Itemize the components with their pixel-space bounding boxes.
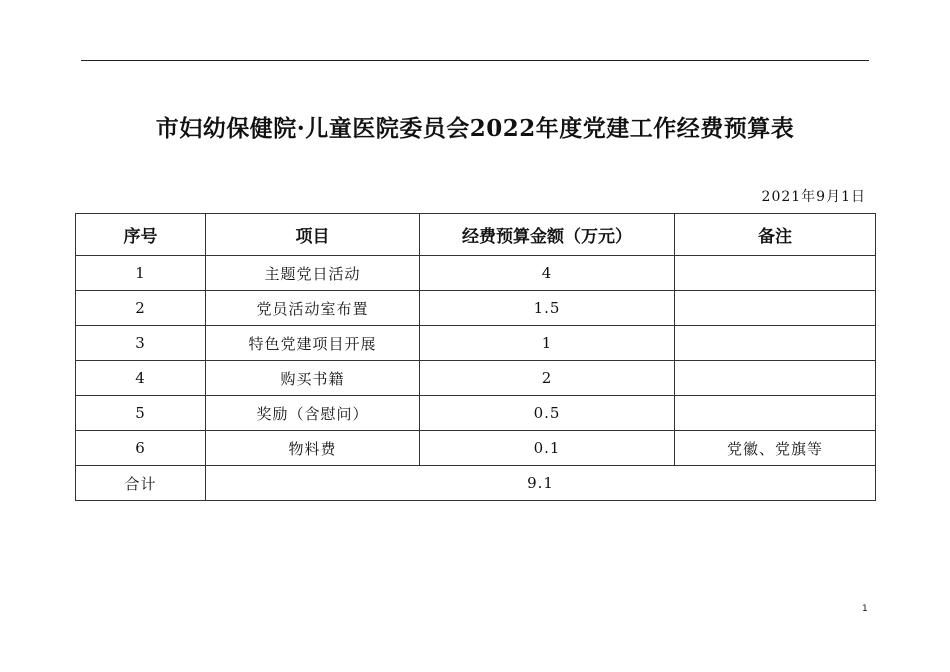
- row-amount: 0.1: [420, 431, 675, 466]
- row-note: [675, 396, 876, 431]
- table-row: [76, 326, 876, 361]
- row-note: 党徽、党旗等: [675, 431, 876, 466]
- row-item: 党员活动室布置: [206, 291, 420, 326]
- row-item: 奖励（含慰问）: [206, 396, 420, 431]
- row-no: 4: [76, 361, 206, 396]
- header-rule: [81, 60, 869, 61]
- row-item: 购买书籍: [206, 361, 420, 396]
- table-row: [76, 256, 876, 291]
- row-amount: 1: [420, 326, 675, 361]
- row-amount: 4: [420, 256, 675, 291]
- table-row: [76, 291, 876, 326]
- total-value: 9.1: [206, 466, 876, 501]
- document-date: 2021年9月1日: [761, 189, 866, 205]
- row-no: 3: [76, 326, 206, 361]
- row-no: 2: [76, 291, 206, 326]
- row-amount: 1.5: [420, 291, 675, 326]
- row-note: [675, 361, 876, 396]
- total-label: 合计: [76, 466, 206, 501]
- page-number: 1: [862, 604, 868, 614]
- row-amount: 2: [420, 361, 675, 396]
- table-row: [76, 396, 876, 431]
- column-header-no: 序号: [76, 214, 206, 256]
- table-row: [76, 431, 876, 466]
- column-header-amount: 经费预算金额（万元）: [420, 214, 675, 256]
- row-no: 5: [76, 396, 206, 431]
- row-item: 主题党日活动: [206, 256, 420, 291]
- document-title: 市妇幼保健院·儿童医院委员会2022年度党建工作经费预算表: [155, 115, 795, 142]
- budget-table: [75, 213, 876, 501]
- row-item: 特色党建项目开展: [206, 326, 420, 361]
- table-header-row: [76, 214, 876, 256]
- table-row: [76, 361, 876, 396]
- row-no: 1: [76, 256, 206, 291]
- table-total-row: [76, 466, 876, 501]
- column-header-item: 项目: [206, 214, 420, 256]
- row-no: 6: [76, 431, 206, 466]
- row-amount: 0.5: [420, 396, 675, 431]
- row-note: [675, 256, 876, 291]
- row-note: [675, 291, 876, 326]
- row-item: 物料费: [206, 431, 420, 466]
- column-header-note: 备注: [675, 214, 876, 256]
- row-note: [675, 326, 876, 361]
